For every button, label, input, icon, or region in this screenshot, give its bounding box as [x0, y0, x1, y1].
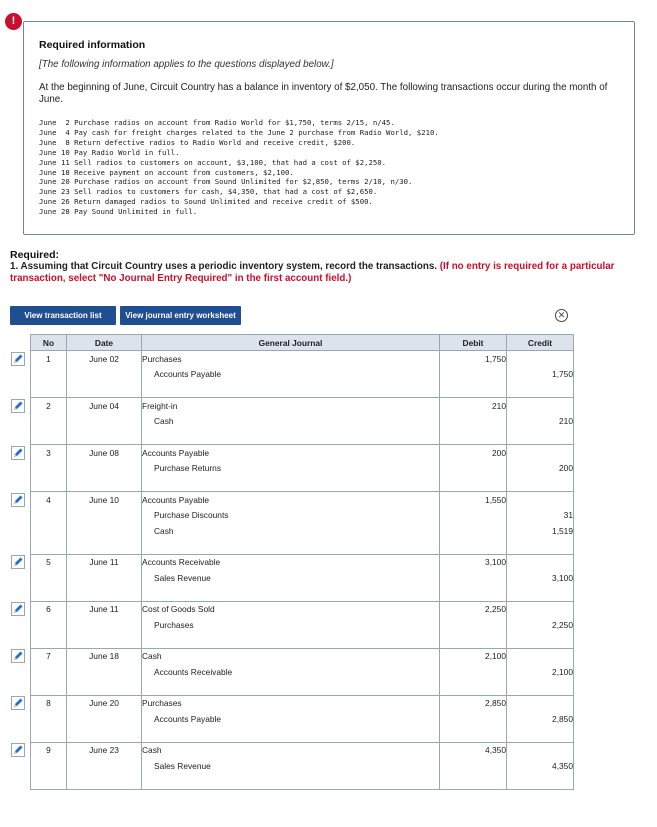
spacer-cell: [507, 382, 574, 398]
entry-number: [31, 508, 67, 524]
credit-amount: [507, 554, 574, 570]
account-name: Purchases: [142, 617, 440, 633]
account-name: Cash: [142, 414, 440, 430]
journal-line-row: [31, 664, 574, 680]
debit-amount: 1,550: [440, 492, 507, 508]
edit-entry-pencil-icon[interactable]: [11, 493, 25, 507]
entry-date: June 18: [67, 648, 142, 664]
entry-date: June 04: [67, 398, 142, 414]
entry-date: June 23: [67, 742, 142, 758]
spacer-cell: [142, 727, 440, 743]
credit-amount: 2,250: [507, 617, 574, 633]
spacer-cell: [67, 539, 142, 555]
credit-amount: [507, 695, 574, 711]
spacer-cell: [31, 429, 67, 445]
journal-line-row: [31, 617, 574, 633]
spacer-cell: [440, 633, 507, 649]
entry-date: [67, 508, 142, 524]
entry-date: [67, 617, 142, 633]
account-name: Purchases: [142, 351, 440, 367]
entry-number: [31, 664, 67, 680]
spacer-cell: [142, 429, 440, 445]
spacer-cell: [440, 476, 507, 492]
journal-line-row: [31, 601, 574, 617]
entry-number: 4: [31, 492, 67, 508]
entry-number: [31, 367, 67, 383]
spacer-cell: [67, 429, 142, 445]
debit-amount: [440, 367, 507, 383]
account-name: Freight-in: [142, 398, 440, 414]
entry-spacer-row: [31, 476, 574, 492]
transaction-item: June 10 Pay Radio World in full.: [39, 147, 180, 157]
entry-spacer-row: [31, 633, 574, 649]
entry-number: 8: [31, 695, 67, 711]
journal-line-row: [31, 367, 574, 383]
account-name: Accounts Payable: [142, 367, 440, 383]
entry-date: [67, 664, 142, 680]
debit-amount: [440, 758, 507, 774]
debit-amount: 2,850: [440, 695, 507, 711]
journal-line-row: [31, 742, 574, 758]
spacer-cell: [142, 586, 440, 602]
spacer-cell: [67, 586, 142, 602]
entry-number: 7: [31, 648, 67, 664]
entry-number: 3: [31, 445, 67, 461]
edit-entry-pencil-icon[interactable]: [11, 649, 25, 663]
spacer-cell: [31, 476, 67, 492]
spacer-cell: [507, 539, 574, 555]
spacer-cell: [440, 586, 507, 602]
spacer-cell: [142, 633, 440, 649]
header-credit: Credit: [507, 335, 574, 351]
transaction-item: June 20 Purchase radios on account from Sound Unlimited for $2,850, terms 2/10, n/30.: [39, 177, 413, 187]
credit-amount: [507, 398, 574, 414]
entry-number: 2: [31, 398, 67, 414]
debit-amount: 3,100: [440, 554, 507, 570]
debit-amount: [440, 664, 507, 680]
debit-amount: 1,750: [440, 351, 507, 367]
debit-amount: 200: [440, 445, 507, 461]
entry-number: [31, 461, 67, 477]
transaction-list: [39, 118, 439, 217]
spacer-cell: [31, 727, 67, 743]
entry-date: June 11: [67, 601, 142, 617]
entry-date: June 02: [67, 351, 142, 367]
entry-date: [67, 523, 142, 539]
credit-amount: [507, 445, 574, 461]
spacer-cell: [507, 727, 574, 743]
entry-spacer-row: [31, 680, 574, 696]
spacer-cell: [31, 539, 67, 555]
journal-line-row: [31, 351, 574, 367]
transaction-item: June 23 Sell radios to customers for cash, $4,350, that had a cost of $2,650.: [39, 187, 378, 197]
entry-spacer-row: [31, 586, 574, 602]
spacer-cell: [440, 774, 507, 790]
credit-amount: [507, 601, 574, 617]
transaction-item: June 4 Pay cash for freight charges related to the June 2 purchase from Radio World, $210.: [39, 127, 439, 137]
entry-date: [67, 758, 142, 774]
account-name: Purchases: [142, 695, 440, 711]
edit-entry-pencil-icon[interactable]: [11, 352, 25, 366]
account-name: Accounts Payable: [142, 492, 440, 508]
header-no: No: [31, 335, 67, 351]
spacer-cell: [142, 774, 440, 790]
journal-line-row: [31, 445, 574, 461]
entry-spacer-row: [31, 727, 574, 743]
spacer-cell: [440, 539, 507, 555]
spacer-cell: [440, 680, 507, 696]
spacer-cell: [67, 680, 142, 696]
transaction-item: June 28 Pay Sound Unlimited in full.: [39, 207, 198, 217]
edit-entry-pencil-icon[interactable]: [11, 602, 25, 616]
spacer-cell: [67, 633, 142, 649]
spacer-cell: [507, 633, 574, 649]
account-name: Accounts Payable: [142, 445, 440, 461]
edit-entry-pencil-icon[interactable]: [11, 555, 25, 569]
spacer-cell: [142, 539, 440, 555]
debit-amount: [440, 461, 507, 477]
journal-table: [30, 334, 574, 790]
debit-amount: 2,100: [440, 648, 507, 664]
spacer-cell: [507, 476, 574, 492]
account-name: Accounts Receivable: [142, 554, 440, 570]
credit-amount: 1,519: [507, 523, 574, 539]
entry-date: June 08: [67, 445, 142, 461]
debit-amount: 2,250: [440, 601, 507, 617]
info-subtitle: [The following information applies to the questions displayed below.]: [39, 59, 334, 70]
entry-number: 9: [31, 742, 67, 758]
entry-date: [67, 414, 142, 430]
credit-amount: 4,350: [507, 758, 574, 774]
edit-entry-pencil-icon[interactable]: [11, 743, 25, 757]
account-name: Purchase Discounts: [142, 508, 440, 524]
entry-number: [31, 617, 67, 633]
credit-amount: [507, 492, 574, 508]
debit-amount: [440, 617, 507, 633]
entry-spacer-row: [31, 774, 574, 790]
spacer-cell: [31, 774, 67, 790]
required-instructions: [10, 261, 630, 285]
spacer-cell: [507, 774, 574, 790]
spacer-cell: [507, 429, 574, 445]
transaction-item: June 2 Purchase radios on account from Radio World for $1,750, terms 2/15, n/45.: [39, 118, 395, 127]
header-debit: Debit: [440, 335, 507, 351]
journal-line-row: [31, 398, 574, 414]
transaction-item: June 18 Receive payment on account from customers, $2,100.: [39, 167, 294, 177]
required-title: Required:: [10, 249, 60, 261]
journal-line-row: [31, 461, 574, 477]
credit-amount: 2,100: [507, 664, 574, 680]
entry-date: [67, 570, 142, 586]
view-journal-worksheet-button[interactable]: View journal entry worksheet: [120, 306, 241, 325]
spacer-cell: [31, 680, 67, 696]
debit-amount: 210: [440, 398, 507, 414]
account-name: Cash: [142, 648, 440, 664]
entry-date: [67, 367, 142, 383]
required-information-panel: [23, 21, 635, 235]
spacer-cell: [440, 429, 507, 445]
spacer-cell: [440, 382, 507, 398]
credit-amount: 200: [507, 461, 574, 477]
credit-amount: 31: [507, 508, 574, 524]
debit-amount: [440, 508, 507, 524]
header-date: Date: [67, 335, 142, 351]
spacer-cell: [31, 586, 67, 602]
view-transaction-list-button[interactable]: View transaction list: [10, 306, 116, 325]
credit-amount: 1,750: [507, 367, 574, 383]
debit-amount: [440, 414, 507, 430]
entry-date: [67, 461, 142, 477]
spacer-cell: [67, 382, 142, 398]
close-icon[interactable]: ✕: [555, 309, 568, 322]
spacer-cell: [507, 680, 574, 696]
account-name: Cash: [142, 523, 440, 539]
entry-date: June 20: [67, 695, 142, 711]
account-name: Cost of Goods Sold: [142, 601, 440, 617]
info-paragraph: At the beginning of June, Circuit Country has a balance in inventory of $2,050. The following transactions occur during the month of June.: [39, 82, 608, 105]
entry-number: [31, 758, 67, 774]
required-text-main: 1. Assuming that Circuit Country uses a periodic inventory system, record the transactions.: [10, 261, 437, 272]
journal-line-row: [31, 492, 574, 508]
spacer-cell: [67, 727, 142, 743]
credit-amount: 3,100: [507, 570, 574, 586]
spacer-cell: [31, 382, 67, 398]
header-general-journal: General Journal: [142, 335, 440, 351]
journal-line-row: [31, 523, 574, 539]
entry-number: 1: [31, 351, 67, 367]
entry-date: June 10: [67, 492, 142, 508]
edit-entry-pencil-icon[interactable]: [11, 696, 25, 710]
journal-line-row: [31, 414, 574, 430]
account-name: Sales Revenue: [142, 758, 440, 774]
info-title: Required information: [39, 39, 146, 51]
credit-amount: [507, 351, 574, 367]
spacer-cell: [142, 476, 440, 492]
spacer-cell: [142, 680, 440, 696]
spacer-cell: [31, 633, 67, 649]
spacer-cell: [67, 476, 142, 492]
spacer-cell: [67, 774, 142, 790]
entry-number: [31, 711, 67, 727]
entry-spacer-row: [31, 539, 574, 555]
journal-line-row: [31, 695, 574, 711]
credit-amount: 2,850: [507, 711, 574, 727]
entry-date: [67, 711, 142, 727]
entry-number: [31, 523, 67, 539]
required-text-note: (If no entry is required for a particular transaction, select "No Journal Entry Required" in the first account field.): [10, 261, 615, 284]
account-name: Cash: [142, 742, 440, 758]
alert-icon: !: [5, 13, 22, 30]
entry-number: [31, 570, 67, 586]
journal-line-row: [31, 711, 574, 727]
transaction-item: June 26 Return damaged radios to Sound Unlimited and receive credit of $500.: [39, 197, 373, 207]
edit-entry-pencil-icon[interactable]: [11, 446, 25, 460]
spacer-cell: [507, 586, 574, 602]
account-name: Accounts Receivable: [142, 664, 440, 680]
edit-entry-pencil-icon[interactable]: [11, 399, 25, 413]
debit-amount: [440, 711, 507, 727]
account-name: Purchase Returns: [142, 461, 440, 477]
credit-amount: 210: [507, 414, 574, 430]
debit-amount: 4,350: [440, 742, 507, 758]
debit-amount: [440, 570, 507, 586]
journal-line-row: [31, 508, 574, 524]
journal-line-row: [31, 648, 574, 664]
spacer-cell: [440, 727, 507, 743]
account-name: Sales Revenue: [142, 570, 440, 586]
entry-spacer-row: [31, 429, 574, 445]
transaction-item: June 8 Return defective radios to Radio World and receive credit, $200.: [39, 137, 356, 147]
entry-number: 5: [31, 554, 67, 570]
debit-amount: [440, 523, 507, 539]
transaction-item: June 11 Sell radios to customers on account, $3,100, that had a cost of $2,250.: [39, 157, 387, 167]
credit-amount: [507, 742, 574, 758]
credit-amount: [507, 648, 574, 664]
entry-number: 6: [31, 601, 67, 617]
journal-line-row: [31, 758, 574, 774]
entry-spacer-row: [31, 382, 574, 398]
entry-date: June 11: [67, 554, 142, 570]
journal-line-row: [31, 554, 574, 570]
entry-number: [31, 414, 67, 430]
journal-line-row: [31, 570, 574, 586]
spacer-cell: [142, 382, 440, 398]
account-name: Accounts Payable: [142, 711, 440, 727]
